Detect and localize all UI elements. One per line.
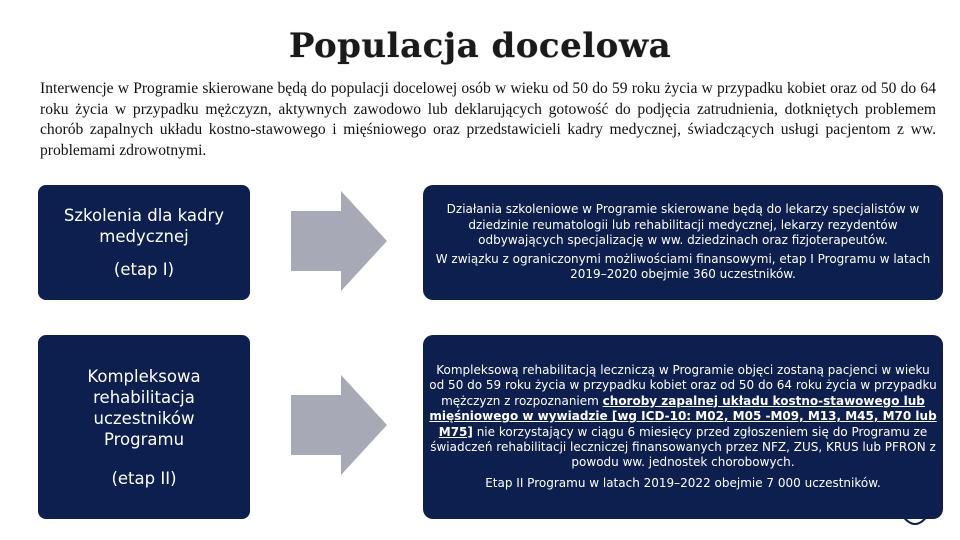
stage2-title: Kompleksowa rehabilitacja uczestników Programu [87, 366, 201, 449]
stage2-stage: (etap II) [111, 468, 177, 488]
logo-fragment-icon [900, 511, 930, 529]
stage2-text1 [429, 363, 937, 471]
page-title: Populacja docelowa [288, 26, 672, 66]
stage2-text-underlined: choroby zapalnej układu kostno-stawowego lub mięśniowego w wywiadzie [wg ICD-10: M02, M05 -M09, M13, M45, M70 lub M75] [429, 393, 937, 439]
stage2-label-box [38, 335, 250, 519]
stage1-text1: Działania szkoleniowe w Programie skierowane będą do lekarzy specjalistów w dziedzinie reumatologii lub rehabilitacji medycznej, lekarzy rezydentów odbywających specjalizację w ww. dziedzinach oraz fizjoterapeutów. [446, 202, 920, 248]
stage2-text-before: Kompleksową rehabilitacją leczniczą w Programie objęci zostaną pacjenci w wieku od 50 do 59 roku życia w przypadku kobiet oraz od 50 do 64 roku życia w przypadku mężczyzn z rozpoznaniem [429, 362, 937, 408]
stage1-stage: (etap I) [113, 260, 175, 279]
stage2-description-box [423, 335, 943, 519]
stage1-label-box [38, 185, 250, 300]
stage1-text2: W związku z ograniczonymi możliwościami finansowymi, etap I Programu w latach 2019–2020 obejmie 360 uczestników. [435, 251, 931, 282]
arrow-right-icon [291, 191, 387, 291]
arrow-right-icon [291, 375, 387, 475]
stage1-description-box [423, 185, 943, 300]
intro-paragraph: Interwencje w Programie skierowane będą do populacji docelowej osób w wieku od 50 do 59 roku życia w przypadku kobiet oraz od 50 do 64 roku życia w przypadku mężczyzn, aktywnych zawodowo lub deklarujących gotowość do podjęcia zatrudnienia, dotkniętych problemem chorób zapalnych układu kostno-stawowego i mięśniowego oraz przedstawicieli kadry medycznej, świadczących usługi pacjentom z ww. problemami zdrowotnymi. [40, 80, 936, 159]
stage2-text2: Etap II Programu w latach 2019–2022 obejmie 7 000 uczestników. [485, 475, 881, 490]
stage1-title: Szkolenia dla kadry medycznej [63, 206, 225, 246]
stage2-text-after: nie korzystający w ciągu 6 miesięcy przed zgłoszeniem się do Programu ze świadczeń rehabilitacji leczniczej finansowanych przez NFZ, ZUS, KRUS lub PFRON z powodu ww. jednostek chorobowych. [430, 424, 936, 470]
